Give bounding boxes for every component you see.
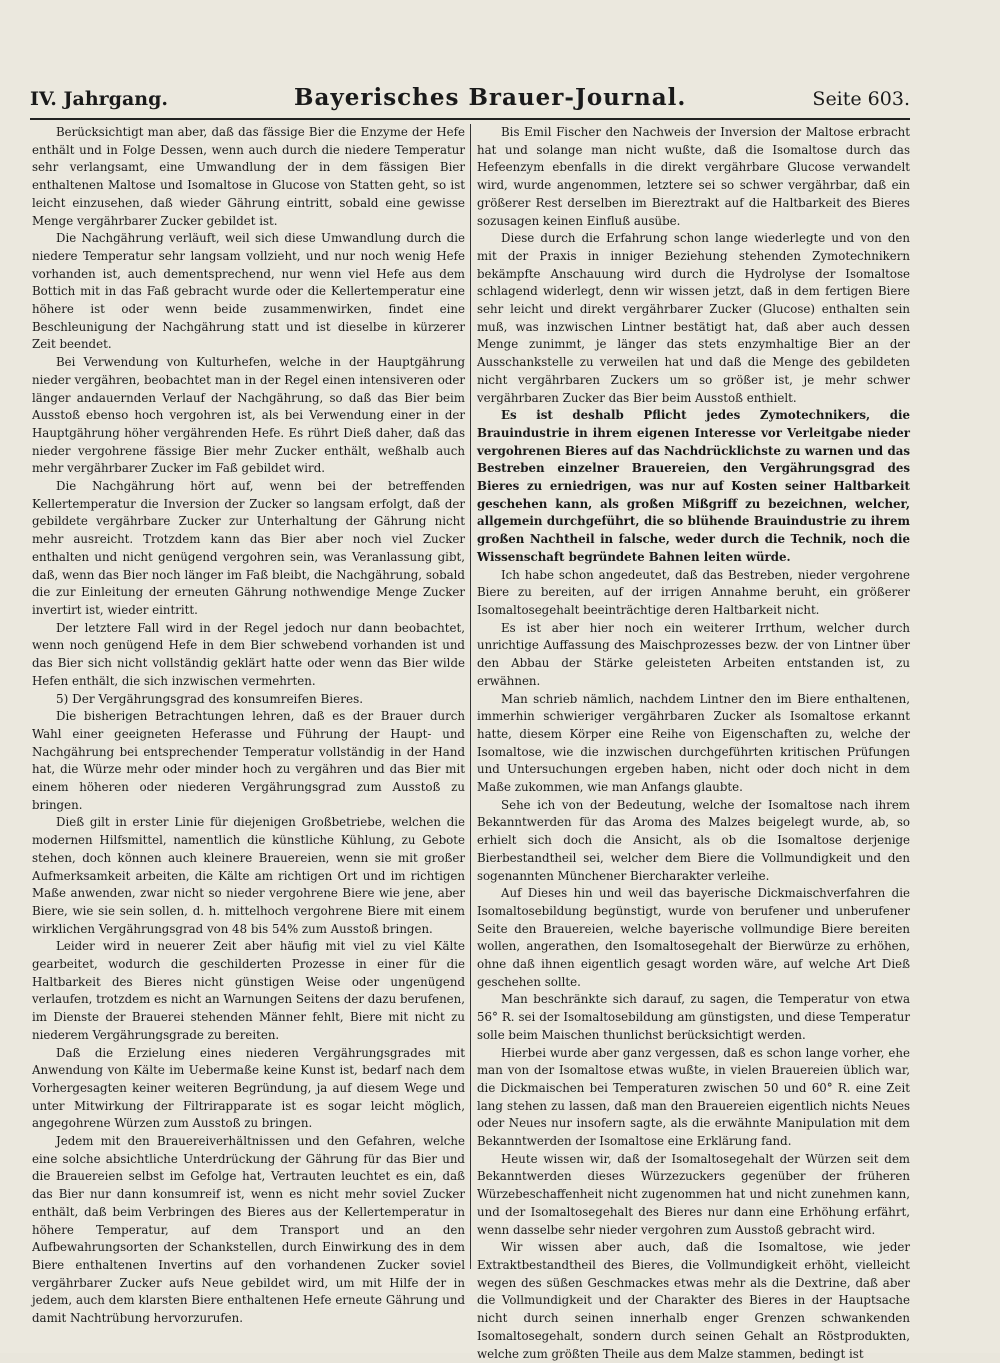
paragraph: Man beschränkte sich darauf, zu sagen, die Temperatur von etwa 56° R. sei der Isomaltosebildung am günstigsten, und diese Temperatur solle beim Maischen thunlichst berücksichtigt werden. xyxy=(477,992,910,1042)
paragraph: Die Nachgährung verläuft, weil sich diese Umwandlung durch die niedere Temperatur sehr langsam vollzieht, und nur noch wenig Hefe vorhanden ist, auch dementsprechend, nur wenn viel Hefe aus dem Bottich mit in das Faß gebracht wurde oder die Kellertemperatur eine höhere ist oder wenn beide zusammenwirken, findet eine Beschleunigung der Nachgährung statt und ist dieselbe in kürzerer Zeit beendet. xyxy=(32,231,465,352)
page-header xyxy=(30,84,910,114)
header-rule xyxy=(30,118,910,120)
paragraph: Jedem mit den Brauereiverhältnissen und den Gefahren, welche eine solche absichtliche Unterdrückung der Gährung für das Bier und die Brauereien selbst im Gefolge hat, Vertrauten leuchtet es ein, daß das Bier nur dann konsumreif ist, wenn es nicht mehr soviel Zucker enthält, daß beim Verbringen des Bieres aus der Kellertemperatur in höhere Temperatur, auf dem Transport und an den Aufbewahrungsorten der Schankstellen, durch Einwirkung des in dem Biere enthaltenen Invertins auf den vorhandenen Zucker soviel vergährbarer Zucker aufs Neue gebildet wird, um mit Hilfe der in jedem, auch dem klarsten Biere enthaltenen Hefe erneute Gährung und damit Nachtrübung hervorzurufen. xyxy=(32,1134,465,1326)
volume-label: IV. Jahrgang. xyxy=(30,88,168,110)
left-column xyxy=(32,124,465,1326)
right-column xyxy=(477,124,910,1361)
emphasized-paragraph: Es ist deshalb Pflicht jedes Zymotechnikers, die Brauindustrie in ihrem eigenen Interesse vor Verleitgabe nieder vergohrenen Bieres auf das Nachdrücklichste zu warnen und das Bestreben einzelner Brauereien, den Vergährungsgrad des Bieres zu erniedrigen, was nur auf Kosten seiner Haltbarkeit geschehen kann, als großen Mißgriff zu bezeichnen, welcher, allgemein durchgeführt, die so blühende Brauindustrie zu ihrem großen Nachtheil in falsche, weder durch die Technik, noch die Wissenschaft begründete Bahnen leiten würde. xyxy=(477,408,910,564)
paragraph: Berücksichtigt man aber, daß das fässige Bier die Enzyme der Hefe enthält und in Folge Dessen, wenn auch durch die niedere Temperatur sehr verlangsamt, eine Umwandlung der in dem fässigen Bier enthaltenen Maltose und Isomaltose in Glucose von Statten geht, so ist leicht einzusehen, daß wieder Gährung eintritt, sobald eine gewisse Menge vergährbarer Zucker gebildet ist. xyxy=(32,125,465,228)
paragraph: Wir wissen aber auch, daß die Isomaltose, wie jeder Extraktbestandtheil des Bieres, die Vollmundigkeit erhöht, vielleicht wegen des süßen Geschmackes etwas mehr als die Dextrine, daß aber die Vollmundigkeit und der Charakter des Bieres in der Hauptsache nicht durch seinen innerhalb enger Grenzen schwankenden Isomaltosegehalt, sondern durch seinen Gehalt an Röstprodukten, welche zum größten Theile aus dem Malze stammen, bedingt ist xyxy=(477,1240,910,1361)
paragraph: Hierbei wurde aber ganz vergessen, daß es schon lange vorher, ehe man von der Isomaltose etwas wußte, in vielen Brauereien üblich war, die Dickmaischen bei Temperaturen zwischen 50 und 60° R. eine Zeit lang stehen zu lassen, daß man den Brauereien eigentlich nichts Neues oder Neues nur insofern sagte, als die erwähnte Manipulation mit dem Bekanntwerden der Isomaltose eine Erklärung fand. xyxy=(477,1045,910,1149)
paragraph: Die bisherigen Betrachtungen lehren, daß es der Brauer durch Wahl einer geeigneten Heferasse und Führung der Haupt- und Nachgährung bei entsprechender Temperatur vollständig in der Hand hat, die Würze mehr oder minder hoch zu vergähren und das Bier mit einem höheren oder niederen Vergährungsgrad zum Ausstoß zu bringen. xyxy=(32,709,465,812)
paragraph: Ich habe schon angedeutet, daß das Bestreben, nieder vergohrene Biere zu bereiten, auf der irrigen Annahme beruht, ein größerer Isomaltosegehalt beeinträchtige deren Haltbarkeit nicht. xyxy=(477,567,910,617)
paragraph: Es ist aber hier noch ein weiterer Irrthum, welcher durch unrichtige Auffassung des Maischprozesses bezw. der von Lintner über den Abbau der Stärke geleisteten Arbeiten entstanden ist, zu erwähnen. xyxy=(477,620,910,688)
journal-title: Bayerisches Brauer-Journal. xyxy=(294,84,687,111)
column-divider xyxy=(470,124,471,1269)
paragraph: Man schrieb nämlich, nachdem Lintner den im Biere enthaltenen, immerhin schwieriger vergährbaren Zucker als Isomaltose erkannt hatte, diesem Körper eine Reihe von Eigenschaften zu, welche der Isomaltose, wie die inzwischen durchgeführten kritischen Prüfungen und Untersuchungen ergeben haben, nicht oder doch nicht in dem Maße zukommen, wie man Anfangs glaubte. xyxy=(477,691,910,795)
paragraph: Bis Emil Fischer den Nachweis der Inversion der Maltose erbracht hat und solange man nicht wußte, daß die Isomaltose durch das Hefeenzym ebenfalls in die direkt vergährbare Glucose verwandelt wird, wurde angenommen, letztere sei so schwer vergährbar, daß ein größerer Rest derselben im Biereztrakt auf die Haltbarkeit des Bieres sozusagen keinen Einfluß ausübe. xyxy=(477,125,910,228)
paragraph: Daß die Erzielung eines niederen Vergährungsgrades mit Anwendung von Kälte im Uebermaße keine Kunst ist, bedarf nach dem Vorhergesagten keiner weiteren Begründung, ja auf diesem Wege und unter Mitwirkung der Filtrirapparate ist es sogar leicht möglich, angegohrene Würzen zum Ausstoß zu bringen. xyxy=(32,1045,465,1131)
paragraph: Heute wissen wir, daß der Isomaltosegehalt der Würzen seit dem Bekanntwerden dieses Würzezuckers gegenüber der früheren Würzebeschaffenheit nicht zugenommen hat und nicht zunehmen kann, und der Isomaltosegehalt des Bieres nur dann eine Erhöhung erfährt, wenn dasselbe sehr nieder vergohren zum Ausstoß gebracht wird. xyxy=(477,1151,910,1237)
section-heading: 5) Der Vergährungsgrad des konsumreifen Bieres. xyxy=(56,691,364,706)
paragraph: Leider wird in neuerer Zeit aber häufig mit viel zu viel Kälte gearbeitet, wodurch die geschilderten Prozesse in einer für die Haltbarkeit des Bieres nicht günstigen Weise oder ungenügend verlaufen, trotzdem es nicht an Warnungen Seitens der dazu berufenen, im Dienste der Brauerei stehenden Männer fehlt, Biere mit nicht zu niederem Vergährungsgrade zu bereiten. xyxy=(32,939,465,1042)
paragraph: Die Nachgährung hört auf, wenn bei der betreffenden Kellertemperatur die Inversion der Zucker so langsam erfolgt, daß der gebildete vergährbare Zucker zur Unterhaltung der Gährung nicht mehr ausreicht. Trotzdem kann das Bier aber noch viel Zucker enthalten und nicht genügend vergohren sein, was Veranlassung gibt, daß, wenn das Bier noch länger im Faß bleibt, die Nachgährung, sobald die zur Einleitung der erneuten Gährung nothwendige Menge Zucker invertirt ist, wieder eintritt. xyxy=(32,479,465,617)
paragraph: Der letztere Fall wird in der Regel jedoch nur dann beobachtet, wenn noch genügend Hefe in dem Bier schwebend vorhanden ist und das Bier sich nicht vollständig geklärt hatte oder wenn das Bier wilde Hefen enthält, die sich inzwischen vermehrten. xyxy=(32,620,465,688)
paragraph: Auf Dieses hin und weil das bayerische Dickmaischverfahren die Isomaltosebildung begünstigt, wurde von berufener und unberufener Seite den Brauereien, welche bayerische vollmundige Biere bereiten wollen, angerathen, den Isomaltosegehalt der Bierwürze zu erhöhen, ohne daß ihnen eigentlich gesagt worden wäre, auf welche Art Dieß geschehen sollte. xyxy=(477,886,910,989)
paragraph: Diese durch die Erfahrung schon lange wiederlegte und von den mit der Praxis in inniger Beziehung stehenden Zymotechnikern bekämpfte Anschauung wird durch die Hydrolyse der Isomaltose schlagend widerlegt, denn wir wissen jetzt, daß in dem fertigen Biere sehr leicht und direkt vergährbarer Zucker (Glucose) enthalten sein muß, was inzwischen Lintner bestätigt hat, daß aber auch dessen Menge zunimmt, je länger das stets enzymhaltige Bier an der Ausschankstelle zu verweilen hat und daß die Menge des gebildeten nicht vergährbaren Zuckers um so größer ist, je mehr schwer vergährbaren Zucker das Bier beim Ausstoß enthielt. xyxy=(477,231,910,405)
paragraph: Sehe ich von der Bedeutung, welche der Isomaltose nach ihrem Bekanntwerden für das Aroma des Malzes beigelegt wurde, ab, so erhielt sich doch die Ansicht, als ob die Isomaltose derjenige Bierbestandtheil sei, welcher dem Biere die Vollmundigkeit und den sogenannten Münchener Biercharakter verleihe. xyxy=(477,797,910,883)
paragraph: Bei Verwendung von Kulturhefen, welche in der Hauptgährung nieder vergähren, beobachtet man in der Regel einen intensiveren oder länger andauernden Verlauf der Nachgährung, so daß das Bier beim Ausstoß ebenso hoch vergohren ist, als bei Verwendung einer in der Hauptgährung höher vergährenden Hefe. Es rührt Dieß daher, daß das nieder vergohrene fässige Bier mehr Zucker enthält, weßhalb auch mehr vergährbarer Zucker im Faß gebildet wird. xyxy=(32,355,465,476)
page-number: Seite 603. xyxy=(812,88,910,110)
paragraph: Dieß gilt in erster Linie für diejenigen Großbetriebe, welchen die modernen Hilfsmittel, namentlich die künstliche Kühlung, zu Gebote stehen, doch können auch kleinere Brauereien, wenn sie mit großer Aufmerksamkeit arbeiten, die Kälte am richtigen Ort und im richtigen Maße anwenden, zwar nicht so nieder vergohrene Biere wie jene, aber Biere, wie sie sein sollen, d. h. mittelhoch vergohrene Biere mit einem wirklichen Vergährungsgrad von 48 bis 54% zum Ausstoß bringen. xyxy=(32,815,465,936)
